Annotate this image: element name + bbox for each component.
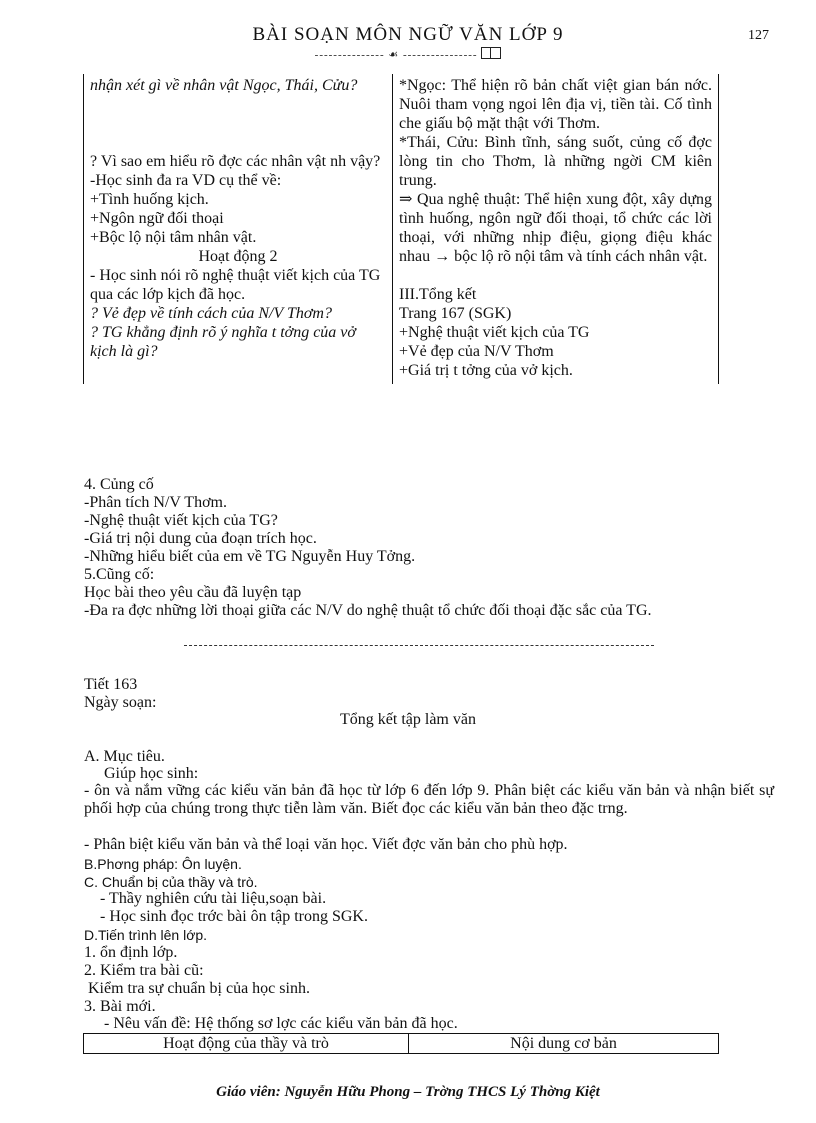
header-divider <box>0 46 816 61</box>
left-cell-line: - Học sinh nói rõ nghệ thuật viết kịch của TG qua các lớp kịch đã học. <box>90 267 381 303</box>
page-number: 127 <box>748 28 769 43</box>
intro-text: - Nêu vấn đề: Hệ thống sơ lợc các kiểu văn bản đã học. <box>104 1015 458 1032</box>
plan-table-header <box>83 1033 719 1054</box>
left-cell-line: ? Vẻ đẹp về tính cách của N/V Thơm? <box>90 305 332 322</box>
right-cell-line: ⇒ Qua nghệ thuật: Thể hiện xung đột, xây dựng tình huống, ngôn ngữ đối thoại, tổ chức các lời thoại, với những nhịp điệu, giọng điệu khác nhau → bộc lộ rõ nội tâm và tính cách nhân vật. <box>399 191 712 265</box>
step-2-detail: Kiểm tra sự chuẩn bị của học sinh. <box>88 980 310 997</box>
header-dashes: --------------- ☙ ---------------- <box>314 49 478 61</box>
lesson-table <box>83 74 719 384</box>
step-2: 2. Kiểm tra bài cũ: <box>84 962 204 979</box>
right-cell-line: *Ngọc: Thể hiện rõ bản chất việt gian bán nớc. Nuôi tham vọng ngoi lên địa vị, tiền tài. Cố tình che giấu bộ mặt thật với Thơm. <box>399 77 712 132</box>
lesson-period: Tiết 163 <box>84 676 138 693</box>
right-cell-line: +Nghệ thuật viết kịch của TG <box>399 324 590 341</box>
step-1: 1. ổn định lớp. <box>84 944 178 961</box>
consolidation-line: 5.Cũng cố: <box>84 566 155 583</box>
right-cell-line: III.Tổng kết <box>399 286 477 303</box>
teacher-student-column <box>84 74 393 384</box>
prep-heading: C. Chuẩn bị của thầy và trò. <box>84 874 258 890</box>
left-cell-line: ? TG khẳng định rõ ý nghĩa t tởng của vở kịch là gì? <box>90 324 356 360</box>
consolidation-line: Học bài theo yêu cầu đã luyện tạp <box>84 584 302 601</box>
method: B.Phơng pháp: Ôn luyện. <box>84 856 242 872</box>
plan-col-activity: Hoạt động của thầy và trò <box>84 1034 409 1054</box>
left-cell-line: +Ngôn ngữ đối thoại <box>90 210 224 227</box>
right-cell-line: +Giá trị t tởng của vở kịch. <box>399 362 573 379</box>
plan-col-content: Nội dung cơ bản <box>409 1034 719 1054</box>
objective-1: - ôn và nắm vững các kiểu văn bản đã học từ lớp 6 đến lớp 9. Phân biệt các kiểu văn bản và nhận biết sự phối hợp của chúng trong thực tiễn làm văn. Biết đọc các kiểu văn bản theo đặc trng. <box>84 782 774 817</box>
objectives-heading: A. Mục tiêu. <box>84 748 165 765</box>
left-cell-line: Hoạt động 2 <box>198 248 278 265</box>
prep-student: - Học sinh đọc trớc bài ôn tập trong SGK. <box>100 908 368 925</box>
book-icon <box>481 47 501 59</box>
left-cell-line: +Bộc lộ nội tâm nhân vật. <box>90 229 257 246</box>
step-3: 3. Bài mới. <box>84 998 156 1015</box>
right-cell-line: *Thái, Cửu: Bình tĩnh, sáng suốt, củng cố đợc lòng tin cho Thơm, là những ngời CM kiên trung. <box>399 134 712 189</box>
left-cell-line: +Tình huống kịch. <box>90 191 209 208</box>
procedure-heading: D.Tiến trình lên lớp. <box>84 927 208 943</box>
consolidation-line: -Giá trị nội dung của đoạn trích học. <box>84 530 317 547</box>
right-cell-line: +Vẻ đẹp của N/V Thơm <box>399 343 554 360</box>
consolidation-line: -Nghệ thuật viết kịch của TG? <box>84 512 278 529</box>
left-cell-line: -Học sinh đa ra VD cụ thể về: <box>90 172 282 189</box>
consolidation-line: 4. Củng cố <box>84 476 154 493</box>
content-column <box>393 74 719 384</box>
date-label: Ngày soạn: <box>84 694 157 711</box>
header-title: BÀI SOẠN MÔN NGỮ VĂN LỚP 9 <box>252 24 564 45</box>
consolidation-line: -Đa ra đợc những lời thoại giữa các N/V do nghệ thuật tổ chức đối thoại đặc sắc của TG. <box>84 602 652 619</box>
left-cell-line: ? Vì sao em hiểu rõ đợc các nhân vật nh vậy? <box>90 153 381 170</box>
right-cell-line <box>399 266 712 285</box>
consolidation-line: -Những hiểu biết của em về TG Nguyễn Huy Tởng. <box>84 548 416 565</box>
prep-teacher: - Thầy nghiên cứu tài liệu,soạn bài. <box>100 890 327 907</box>
students-label: Giúp học sinh: <box>104 765 199 782</box>
right-cell-line: Trang 167 (SGK) <box>399 305 512 322</box>
lesson-title: Tổng kết tập làm văn <box>340 711 476 728</box>
consolidation-line: -Phân tích N/V Thơm. <box>84 494 227 511</box>
left-cell-line: nhận xét gì về nhân vật Ngọc, Thái, Cửu? <box>90 77 358 94</box>
objective-2: - Phân biệt kiểu văn bản và thể loại văn học. Viết đợc văn bản cho phù hợp. <box>84 836 568 853</box>
consolidation-section <box>84 476 774 620</box>
left-cell-line <box>90 95 386 152</box>
footer-teacher: Giáo viên: Nguyễn Hữu Phong – Trờng THCS Lý Thờng Kiệt <box>216 1084 600 1100</box>
section-separator <box>184 645 654 646</box>
